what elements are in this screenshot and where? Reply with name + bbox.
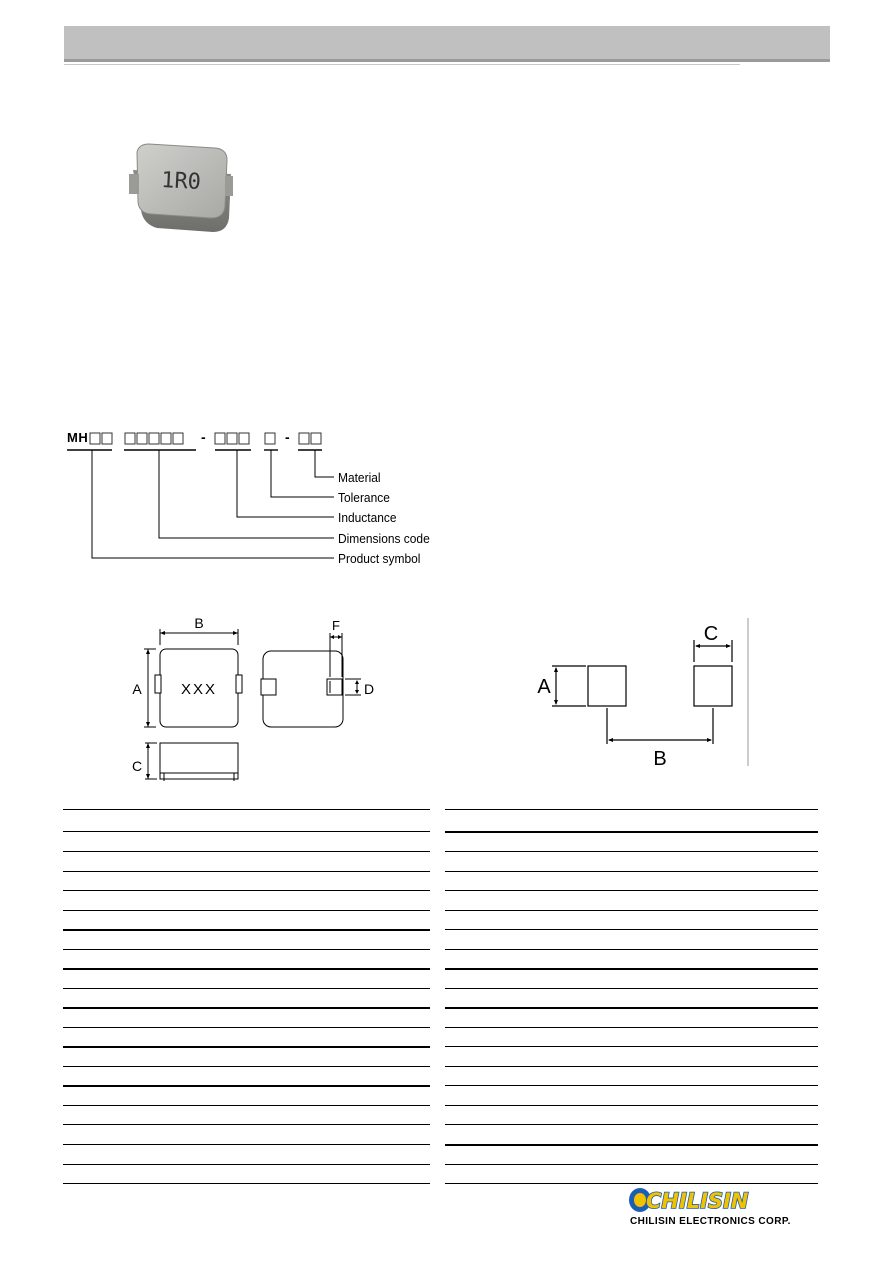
- table-row: [63, 1183, 430, 1184]
- table-row: [445, 871, 818, 872]
- dim-label-b: B: [194, 615, 204, 631]
- legend-material: Material: [338, 470, 381, 485]
- table-row: [63, 1027, 430, 1028]
- table-row: [445, 949, 818, 950]
- table-row: [445, 910, 818, 911]
- table-row: [63, 890, 430, 891]
- land-label-c: C: [703, 623, 719, 645]
- table-row: [63, 851, 430, 852]
- table-row: [445, 929, 818, 930]
- header-rule: [64, 64, 740, 65]
- table-row: [445, 1164, 818, 1165]
- product-photo: [125, 140, 235, 236]
- legend-product-symbol: Product symbol: [338, 551, 421, 566]
- dim-label-a: A: [132, 681, 142, 697]
- separator-dash-2: -: [285, 429, 290, 445]
- table-row: [63, 1007, 430, 1009]
- table-row: [445, 1046, 818, 1047]
- dimension-drawing: [125, 615, 385, 790]
- table-row: [63, 809, 430, 810]
- land-pattern-drawing: [530, 612, 760, 770]
- table-row: [445, 1124, 818, 1125]
- company-logo: [626, 1183, 826, 1233]
- spec-table-right: [445, 809, 818, 1187]
- table-row: [445, 809, 818, 810]
- table-row: [63, 910, 430, 911]
- dim-body-marking: XXX: [180, 681, 218, 698]
- table-row: [445, 1144, 818, 1146]
- table-row: [63, 1105, 430, 1106]
- table-row: [445, 1027, 818, 1028]
- part-number-diagram: [66, 428, 466, 578]
- part-number-prefix: MH: [67, 430, 89, 445]
- header-bar: [64, 26, 830, 62]
- table-row: [63, 1144, 430, 1145]
- table-row: [63, 831, 430, 832]
- table-row: [63, 1066, 430, 1067]
- product-marking: 1R0: [160, 167, 202, 196]
- logo-wordmark: CHILISIN: [646, 1189, 749, 1213]
- company-name: CHILISIN ELECTRONICS CORP.: [630, 1216, 791, 1227]
- table-row: [445, 1105, 818, 1106]
- table-row: [445, 831, 818, 833]
- table-row: [445, 968, 818, 970]
- table-row: [63, 1085, 430, 1087]
- dim-label-c: C: [131, 758, 143, 774]
- table-row: [445, 890, 818, 891]
- table-row: [63, 1164, 430, 1165]
- table-row: [63, 1124, 430, 1125]
- table-row: [63, 929, 430, 931]
- legend-dimensions-code: Dimensions code: [338, 531, 430, 546]
- table-row: [445, 988, 818, 989]
- table-row: [63, 988, 430, 989]
- table-row: [63, 968, 430, 970]
- table-row: [445, 1085, 818, 1086]
- table-row: [63, 1046, 430, 1048]
- dim-label-d: D: [363, 681, 375, 697]
- spec-table-left: [63, 809, 430, 1187]
- legend-inductance: Inductance: [338, 510, 397, 525]
- legend-tolerance: Tolerance: [338, 490, 390, 505]
- land-label-b: B: [653, 748, 667, 770]
- table-row: [63, 871, 430, 872]
- land-label-a: A: [537, 676, 551, 698]
- separator-dash-1: -: [201, 429, 206, 445]
- table-row: [445, 1007, 818, 1009]
- dim-label-f: F: [332, 618, 340, 633]
- table-row: [445, 851, 818, 852]
- table-row: [63, 949, 430, 950]
- table-row: [445, 1066, 818, 1067]
